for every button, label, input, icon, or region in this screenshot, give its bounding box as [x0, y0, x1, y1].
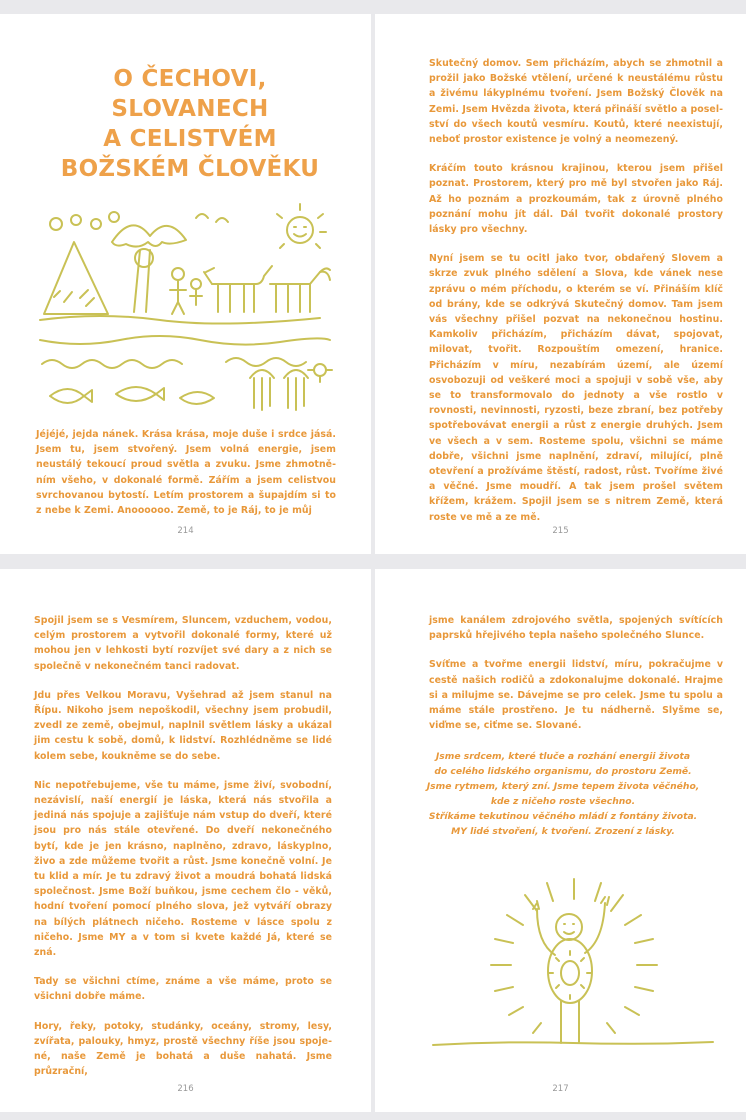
- paragraph: Svíťme a tvořme energii lidství, míru, pokračujme v cestě našich rodičů a zdokonalujme dokonalé. Hrajme si a milujme se. Dávejme se pro celek. Jsme tu spolu a máme stále prostřeno. Je tu nádherně. Slyšme se, viďme se, ciťme se. Slované.: [429, 659, 723, 732]
- paragraph: Jdu přes Velkou Moravu, Vyšehrad až jsem stanul na Řípu. Nikoho jsem nepoškodil, všechny jsem probudil, zvedl ze země, obejmul, naplnil světlem lásky a ukázal jim cestu k sobě, domů, k lidství. Rozhlédněme se lidé kolem sebe, koukněme se do sebe.: [34, 689, 332, 762]
- page-217-text: [429, 613, 723, 747]
- title-line: SLOVANECH: [111, 96, 269, 122]
- title-line: O ČECHOVI,: [113, 66, 267, 92]
- paragraph: Nic nepotřebujeme, vše tu máme, jsme živí, svobodní, nezávislí, naší energií je láska, která nás stvořila a jediná nás spojuje a zajišťuje nám vstup do dveří, které jsou pro nás stále otevřené. Do dveří nekonečného bytí, kde je jen krásno, naplněno, zdravo, láskyplno, živo a zde můžeme tvořit a růst. Jsme konečně volní. Je tu klid a mír. Je tu zdravý život a moudrá bohatá lidská společnost. Jsme Boží buňkou, jsme cechem člo - věků, hodní tvoření pomocí plného slova, jež vytváří obrazy na bílých plátnech ničeho. Rosteme v lásce spolu z ničeho. Jsme MY a v tom si kvete každé Já, které se zná.: [34, 779, 332, 959]
- paragraph: Tady se všichni ctíme, známe a vše máme, proto se všichni dobře máme.: [34, 976, 332, 1003]
- title-line: BOŽSKÉM ČLOVĚKU: [60, 156, 320, 182]
- page-215: [375, 14, 746, 554]
- page-217: [375, 569, 746, 1112]
- poem-line: Jsme rytmem, který zní. Jsme tepem života věčného,: [426, 781, 700, 792]
- poem-line: kde z ničeho roste všechno.: [490, 796, 636, 807]
- page-number: 214: [177, 526, 194, 536]
- paragraph: Kráčím touto krásnou krajinou, kterou jsem přišel poznat. Prostorem, který pro mě byl stvořen jako Ráj. Až ho poznám a prozkoumám, tak z úrovně plného poznání mohu jít dál. Dál tvořit dokonalé prostory lásky pro všechny.: [429, 163, 723, 236]
- title-line: A CELISTVÉM: [103, 126, 277, 152]
- paragraph: Nyní jsem se tu ocitl jako tvor, obdařený Slovem a skrze zvuk plného sdělení a Slova, kde vánek nese zprávu o mém příchodu, o kterém se ví. Přináším klíč od brány, kde se odkrývá Skutečný domov. Tam jsem vás všechny přišel pozvat na nekonečnou hostinu. Kamkoliv přicházím, přicházím dávat, spojovat, milovat, tvořit. Rozpouštím omezení, hranice. Přicházím v míru, nezabírám území, ale území osvobozuji od veškeré moci a spojuji v sobě vše, aby se to transformovalo do jednoty a vše rostlo v rovnosti, nevinnosti, ryzosti, beze zbraní, bez potřeby spotřebovávat energii a růst z energie druhých. Jsem ve všech a v sem. Rosteme spolu, všichni se máme dobře, všichni jsme naplnění, zdraví, milující, plně otevření a prožíváme štěstí, radost, růst. Tvoříme živé a věčné. Jsme moudří. A tak jsem prošel světem křížem, krážem. Spojil jsem se s nitrem Země, která roste ve mě a ze mě.: [429, 253, 723, 523]
- paragraph: Hory, řeky, potoky, studánky, oceány, stromy, lesy, zvířata, palouky, hmyz, prostě všechny říše jsou spojené, naše Země je bohatá a duše nahatá. Jsme průzrační,: [34, 1020, 332, 1078]
- poem-line: Stříkáme tekutinou věčného mládí z fontány života.: [428, 811, 698, 822]
- paragraph: Jéjéjé, jejda nánek. Krása krása, moje duše i srdce jásá. Jsem tu, jsem stvořený. Jsem volná energie, jsem neustálý tekoucí proud světla a zvuku. Jsme zhmotněním všeho, v dokonalé formě. Zářím a jsem celistvou svrchovanou bytostí. Letím prostorem a šupajdím si to z nebe k Zemi. Anoooooo. Země, to je Ráj, to je můj: [36, 429, 336, 517]
- paragraph: jsme kanálem zdrojového světla, spojených svítících paprsků hřejivého tepla našeho společného Slunce.: [429, 615, 723, 642]
- chapter-title: [40, 64, 340, 184]
- page-number: 215: [552, 526, 569, 536]
- poem-line: do celého lidského organismu, do prostoru Země.: [434, 766, 692, 777]
- page-number: 217: [552, 1084, 569, 1094]
- child-drawing-radiant-figure: [429, 869, 719, 1059]
- poem-line: Jsme srdcem, které tluče a rozhání energii života: [435, 751, 691, 762]
- page-216: [0, 569, 371, 1112]
- poem-line: MY lidé stvoření, k tvoření. Zrození z lásky.: [451, 826, 675, 837]
- page-214-text: [36, 427, 336, 532]
- poem: [423, 749, 703, 839]
- page-216-text: [34, 613, 332, 1093]
- page-214: [0, 14, 371, 554]
- paragraph: Spojil jsem se s Vesmírem, Sluncem, vzduchem, vodou, celým prostorem a vytvořil dokonalé formy, které už mohou jen v lehkosti bytí rozvíjet své dary a z nich se společně v nekonečném tanci radovat.: [34, 615, 332, 672]
- page-215-text: [429, 56, 723, 539]
- children-drawing-landscape: [36, 202, 336, 417]
- paragraph: Skutečný domov. Sem přicházím, abych se zhmotnil a prožil jako Božské vtělení, určené k neustálému růstu a živému lákyplnému tvoření. Jsem Božský Člověk na Zemi. Jsem Hvězda života, která přináší světlo a poselství do všech koutů vesmíru. Koutů, které neexistují, neboť prostor existence je volný a neomezený.: [429, 58, 723, 146]
- page-number: 216: [177, 1084, 194, 1094]
